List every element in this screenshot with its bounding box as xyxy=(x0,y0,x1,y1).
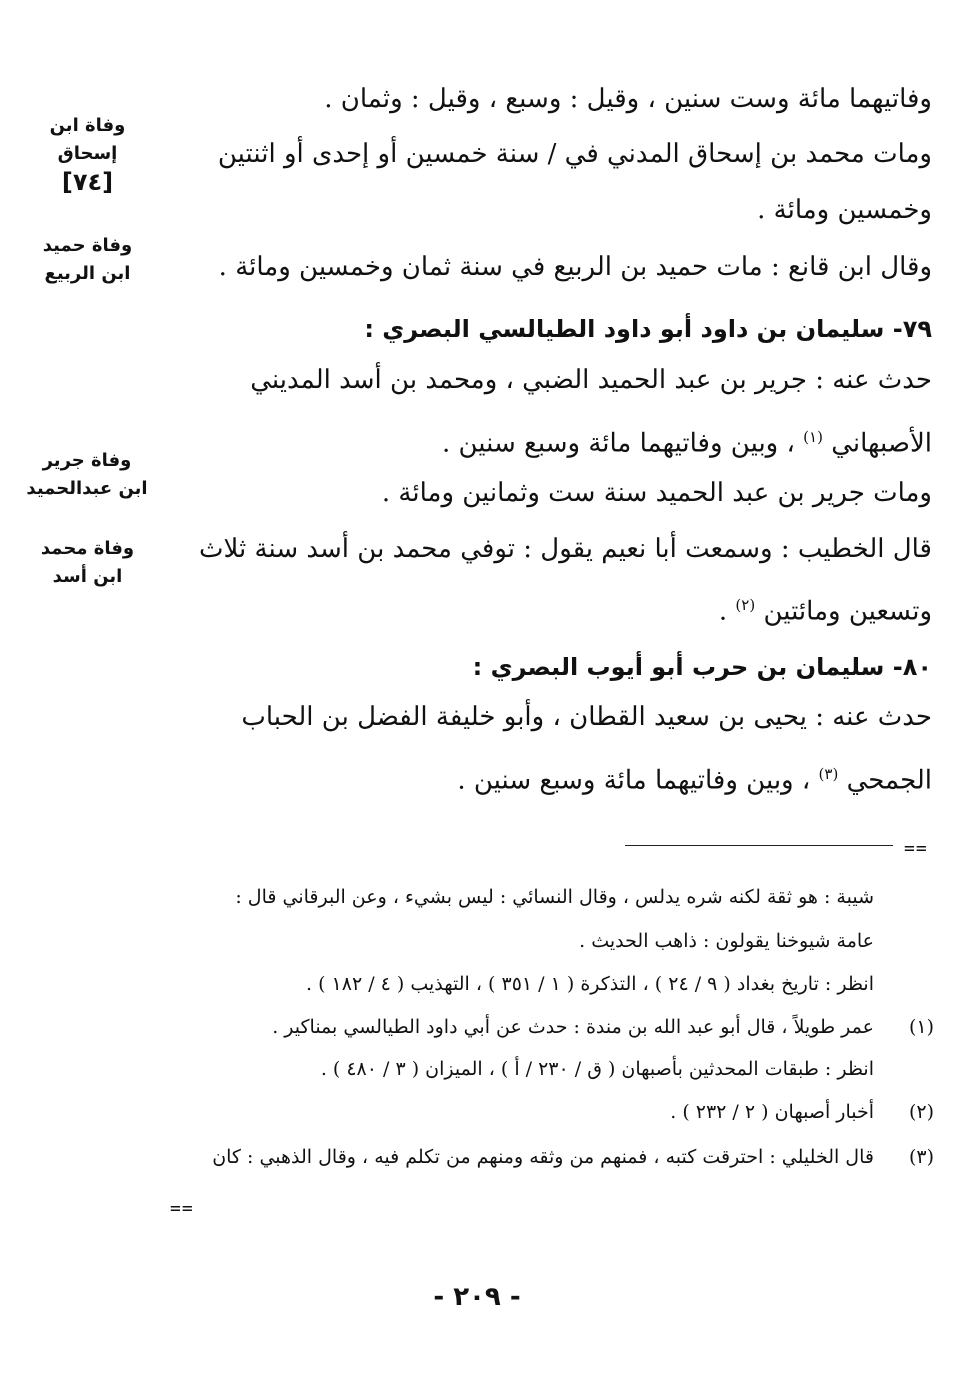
entry-heading-80: ٨٠- سليمان بن حرب أبو أيوب البصري : xyxy=(472,653,932,681)
margin-note-ibn-ishaq xyxy=(30,112,145,196)
text-fragment: ، وبين وفاتيهما مائة وسبع سنين . xyxy=(457,765,811,796)
margin-note-line: ابن أسد xyxy=(52,566,123,587)
footnote-line: عامة شيوخنا يقولون : ذاهب الحديث . xyxy=(579,930,874,952)
text-line: قال الخطيب : وسمعت أبا نعيم يقول : توفي محمد بن أسد سنة ثلاث xyxy=(199,534,932,564)
continuation-mark: == xyxy=(170,1198,194,1219)
page-number: - ٢٠٩ - xyxy=(433,1282,521,1312)
footnote-line: انظر : طبقات المحدثين بأصبهان ( ق / ٢٣٠ / أ ) ، الميزان ( ٣ / ٤٨٠ ) . xyxy=(320,1058,874,1080)
margin-note-line: وفاة ابن xyxy=(49,115,126,136)
entry-heading-79: ٧٩- سليمان بن داود أبو داود الطيالسي البصري : xyxy=(364,315,932,343)
text-fragment: ، وبين وفاتيهما مائة وسبع سنين . xyxy=(441,428,795,459)
continuation-mark: == xyxy=(904,838,928,859)
footnote-number: (١) xyxy=(908,1016,934,1038)
footnote-number: (٣) xyxy=(908,1146,934,1168)
text-line: وخمسين ومائة . xyxy=(757,195,932,225)
text-fragment: الجمحي xyxy=(846,765,932,796)
footnote-line: انظر : تاريخ بغداد ( ٩ / ٢٤ ) ، التذكرة ( ١ / ٣٥١ ) ، التهذيب ( ٤ / ١٨٢ ) . xyxy=(306,973,874,995)
footnote-line: أخبار أصبهان ( ٢ / ٢٣٢ ) . xyxy=(670,1101,874,1123)
text-line: ومات جرير بن عبد الحميد سنة ست وثمانين ومائة . xyxy=(381,478,932,508)
footnote-line: شيبة : هو ثقة لكنه شره يدلس ، وقال النسائي : ليس بشيء ، وعن البرقاني قال : xyxy=(235,886,874,908)
text-line xyxy=(457,757,932,798)
margin-note-line: وفاة محمد xyxy=(40,538,135,559)
margin-note-line: وفاة حميد xyxy=(42,235,133,256)
text-line: حدث عنه : يحيى بن سعيد القطان ، وأبو خليفة الفضل بن الحباب xyxy=(241,702,932,732)
page-marker: [٧٤] xyxy=(61,168,114,196)
text-fragment: . xyxy=(718,596,728,627)
margin-note-jarir xyxy=(22,447,152,503)
text-line xyxy=(719,588,932,629)
text-line: وقال ابن قانع : مات حميد بن الربيع في سنة ثمان وخمسين ومائة . xyxy=(218,252,932,282)
footnote-number: (٢) xyxy=(908,1101,934,1123)
margin-note-line: ابن عبدالحميد xyxy=(26,478,148,499)
margin-note-muhammad xyxy=(30,535,145,591)
text-line: حدث عنه : جرير بن عبد الحميد الضبي ، ومحمد بن أسد المديني xyxy=(250,365,932,395)
footnote-ref: (١) xyxy=(803,428,823,446)
text-line xyxy=(442,420,932,461)
footnote-line: قال الخليلي : احترقت كتبه ، فمنهم من وثقه ومنهم من تكلم فيه ، وقال الذهبي : كان xyxy=(212,1146,874,1168)
margin-note-humaid xyxy=(30,232,145,288)
footnote-ref: (٣) xyxy=(818,765,839,783)
margin-note-line: وفاة جرير xyxy=(42,450,132,471)
footnote-line: عمر طويلاً ، قال أبو عبد الله بن مندة : حدث عن أبي داود الطيالسي بمناكير . xyxy=(272,1016,874,1038)
margin-note-line: ابن الربيع xyxy=(44,263,131,284)
margin-note-line: إسحاق xyxy=(57,143,118,164)
text-fragment: الأصبهاني xyxy=(831,428,932,459)
text-fragment: وتسعين ومائتين xyxy=(763,596,932,627)
text-line: وفاتيهما مائة وست سنين ، وقيل : وسبع ، وقيل : وثمان . xyxy=(324,84,932,114)
footnote-ref: (٢) xyxy=(735,596,756,614)
footnote-separator xyxy=(625,845,893,846)
text-line: ومات محمد بن إسحاق المدني في / سنة خمسين أو إحدى أو اثنتين xyxy=(217,139,932,169)
